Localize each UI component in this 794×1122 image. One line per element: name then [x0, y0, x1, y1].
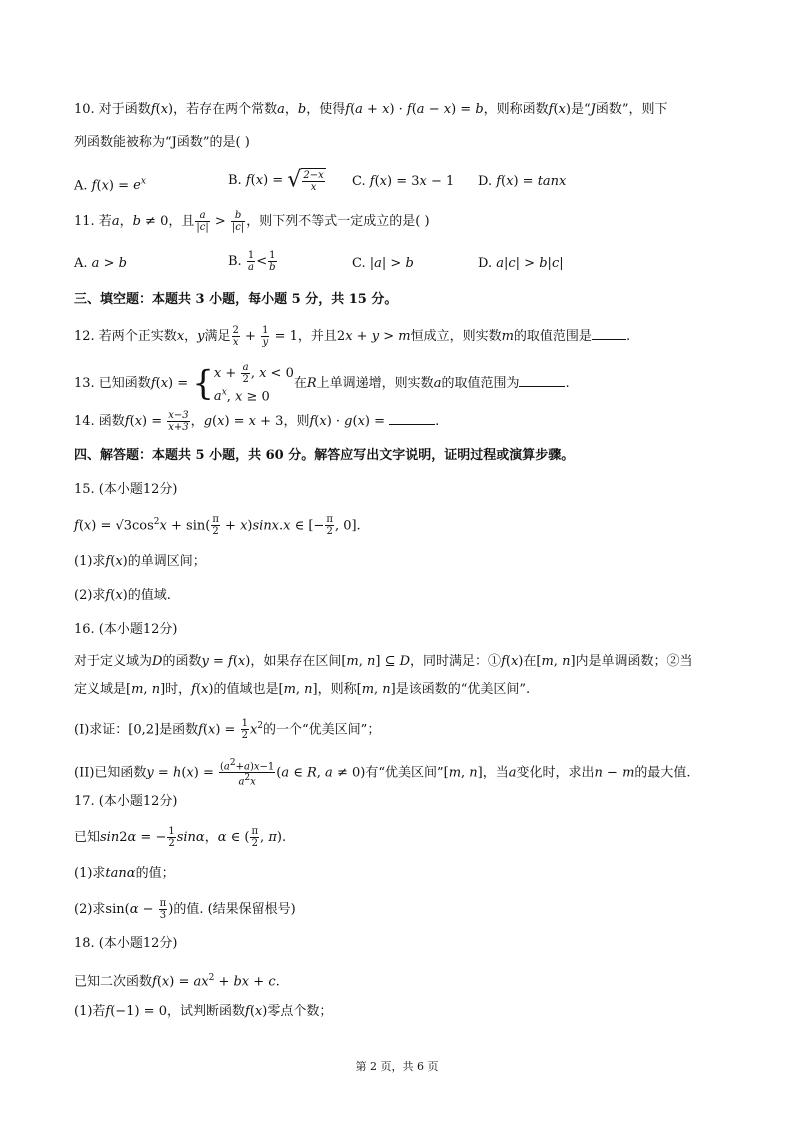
q14-line: 14. 函数f(x) = $\frac{x-3}{x+3}$ ，g(x) = x + 3，则f(x) · g(x) = . [74, 410, 440, 433]
q13-answer-blank[interactable] [519, 374, 565, 387]
q18-sub1: (1)若f(−1) = 0，试判断函数f(x)零点个数； [74, 1004, 333, 1019]
q16-part2: (II)已知函数y = h(x) = $\frac{(a^2+a)x-1}{a^2x}$ (a ∈ R, a ≠ 0)有“优美区间”[m, n]，当a变化时，求出n − m的最大值. [74, 758, 691, 788]
q16-part1: (I)求证：[0,2]是函数f(x) = $\frac{1}{2}$ $x^2$的一个“优美区间”； [74, 718, 381, 742]
q10-line2: 列函数能被称为“J函数”的是( ) [74, 135, 250, 150]
q12-answer-blank[interactable] [592, 327, 626, 340]
q10-option-a: A. $f(x) = e^x$ [74, 177, 146, 194]
q11-line1: 11. 若a，b ≠ 0，且 $\frac{a}{|c|}$ > $\frac{b}{|c|}$ ，则下列不等式一定成立的是( ) [74, 210, 430, 233]
q11-option-a: A. a > b [74, 256, 127, 271]
section-4-heading: 四、解答题：本题共 5 小题，共 60 分。解答应写出文字说明，证明过程或演算步骤。 [74, 448, 575, 463]
q10-option-b: B. f(x) = √ $\frac{2-x}{x}$ [228, 167, 324, 193]
q14-answer-blank[interactable] [389, 412, 435, 425]
q17-given: 已知sin2α = − $\frac{1}{2}$ sinα，α ∈ ( $\frac{\pi}{2}$ , π). [74, 826, 287, 849]
q10-option-c: C. f(x) = 3x − 1 [352, 174, 455, 189]
q15-sub1: (1)求f(x)的单调区间； [74, 554, 206, 569]
q18-given: 已知二次函数$f(x) = ax^2$ + bx + c. [74, 973, 280, 990]
q10-line1: 10. 对于函数f(x)，若存在两个常数a，b，使得f(a + x) · f(a − x) = b，则称函数f(x)是“J函数”，则下 [74, 102, 668, 117]
q10-option-d: D. f(x) = tanx [478, 174, 567, 189]
q13-line: 13. 已知函数f(x) = { x + $\frac{a}{2}$ , x < 0 $a^x$, x ≥ 0 在R上单调递增，则实数a的取值范围为 . [74, 362, 570, 405]
q11-option-c: C. |a| > b [352, 256, 414, 271]
q16-line1: 对于定义域为D的函数y = f(x)，如果存在区间[m, n] ⊆ D，同时满足：①f(x)在[m, n]内是单调函数；②当 [74, 654, 693, 669]
q15-formula: $f(x) = √3\cos^2x + \sin$( $\frac{\pi}{2}$ + x)sinx.x ∈ [− $\frac{\pi}{2}$ , 0]. [74, 514, 361, 538]
q17-sub2: (2)求sin(α − $\frac{\pi}{3}$ )的值. (结果保留根号) [74, 898, 296, 921]
page-footer: 第 2 页，共 6 页 [355, 1060, 439, 1073]
q16-line2: 定义域是[m, n]时，f(x)的值域也是[m, n]，则称[m, n]是该函数的“优美区间”. [74, 682, 531, 697]
q15-title: 15. (本小题12分) [74, 482, 178, 497]
q11-option-b: B. $\frac{1}{a}$ < $\frac{1}{b}$ [228, 250, 276, 273]
q11-option-d: D. a|c| > b|c| [478, 256, 564, 271]
q18-title: 18. (本小题12分) [74, 936, 178, 951]
q12-line: 12. 若两个正实数x，y满足 $\frac{2}{x}$ + $\frac{1}{y}$ = 1，并且2x + y > m恒成立，则实数m的取值范围是 . [74, 325, 631, 348]
section-3-heading: 三、填空题：本题共 3 小题，每小题 5 分，共 15 分。 [74, 292, 398, 307]
q17-sub1: (1)求tanα的值； [74, 866, 175, 881]
q17-title: 17. (本小题12分) [74, 794, 178, 809]
q16-title: 16. (本小题12分) [74, 622, 178, 637]
q15-sub2: (2)求f(x)的值域. [74, 588, 171, 603]
